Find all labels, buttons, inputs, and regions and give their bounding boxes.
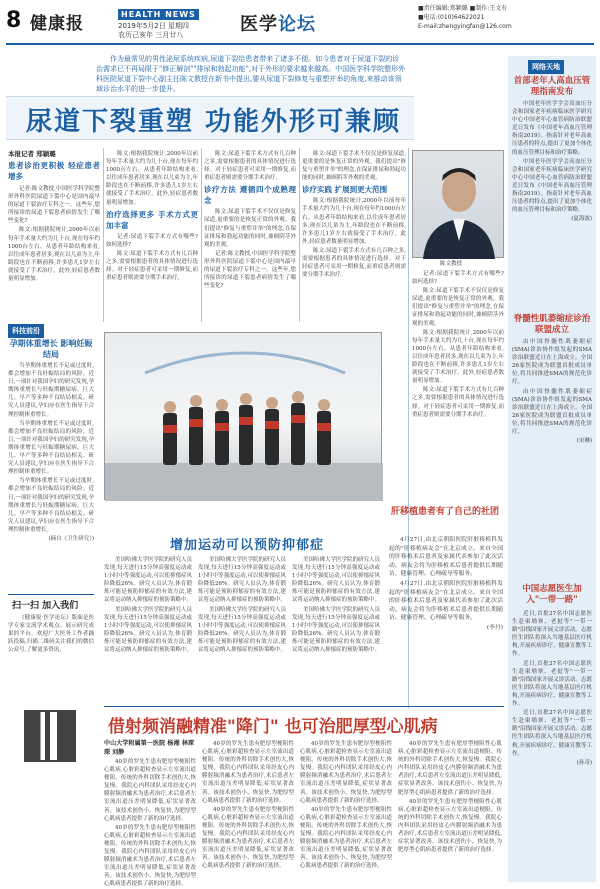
page-number: 8 [6,8,22,33]
sidebar-title: 孕期体重增长 影响妊娠结局 [9,339,93,359]
join-title: 扫一扫 加入我们 [12,601,79,611]
bottom-rule [104,706,504,707]
portrait-caption: 陈文教授 [440,261,463,267]
mid-article-col-2: 美国哈佛大学医学院的研究人员发现,每天进行15分钟高强度运动或1小时中等强度运动,可以使抑郁症风险降低26%。研究人员认为,体育锻炼可能是预防抑郁症的有效方法,建议将运动纳入抑郁症的预防策略中。 美国哈佛大学医学院的研究人员发现,每天进行15分钟高强度运动或1小时中等强度运动,可以使抑郁症风险降低26%。研究人员认为,体育锻炼可能是预防抑郁症的有效方法,建议将运动纳入抑郁症的预防策略中。 [198,557,287,654]
byline: 本报记者 郑颖璐 [8,150,56,158]
main-headline: 尿道下裂重塑 功能外形可兼顾 [26,107,402,137]
article-col-5: 记者:尿道下裂手术方式有哪些?如何选择? 陈文:尿道下裂手术不仅仅是修复尿道,更重要的是恢复正常的外观。我们提出"修复与重塑并举"的理念,在保证排尿和勃起功能的同时,兼顾阴茎外观的美观。 陈文:根据我院统计,2000年以前每年手术量大约为几十台,现在每年约1000台左右。从患者年龄结构来看,以往成年患者居多,现在以儿童为主,年龄段也在不断前移,许多患儿1岁左右就接受了手术治疗。此外,轻症患者数量明显增加。 陈文:尿道下裂手术方式有几百种之多,需要根据患者的具体情况进行选择。对于轻症患者可采用一期修复,而重症患者则需要分期手术治疗。 [412,271,504,418]
masthead [0,0,600,44]
bottom-article-col-3: 40岁的罗先生患有肥厚型梗阻性心肌病,心脏彩超检查显示左室流出道梗阻。传统的外科切除手术创伤大,恢复慢。我院心内科团队采用经皮心内膜射频消融术为患者治疗,术后患者左室流出道压差明显降低,症状显著改善。该技术创伤小、恢复快,为肥厚型心肌病患者提供了新的治疗选择。 40岁的罗先生患有肥厚型梗阻性心肌病,心脏彩超检查显示左室流出道梗阻。传统的外科切除手术创伤大,恢复慢。我院心内科团队采用经皮心内膜射频消融术为患者治疗,术后患者左室流出道压差明显降低,症状显著改善。该技术创伤小、恢复快,为肥厚型心肌病患者提供了新的治疗选择。 [300,741,392,870]
section-title: 医学论坛 [240,14,316,35]
article-col-2: 陈文:根据我院统计,2000年以前每年手术量大约为几十台,现在每年约1000台左右。从患者年龄结构来看,以往成年患者居多,现在以儿童为主,年龄段也在不断前移,许多患儿1岁左右就接受了手术治疗。此外,轻症患者数量明显增加。 治疗选择更多 手术方式更加丰富 记者:尿道下裂手术方式有哪些?如何选择? 陈文:尿道下裂手术方式有几百种之多,需要根据患者的具体情况进行选择。对于轻症患者可采用一期修复,而重症患者则需要分期手术治疗。 [106,151,198,282]
mid-article-col-3: 美国哈佛大学医学院的研究人员发现,每天进行15分钟高强度运动或1小时中等强度运动,可以使抑郁症风险降低26%。研究人员认为,体育锻炼可能是预防抑郁症的有效方法,建议将运动纳入抑郁症的预防策略中。 美国哈佛大学医学院的研究人员发现,每天进行15分钟高强度运动或1小时中等强度运动,可以使抑郁症风险降低26%。研究人员认为,体育锻炼可能是预防抑郁症的有效方法,建议将运动纳入抑郁症的预防策略中。 [292,557,381,654]
article-col-4: 陈文:尿道下裂手术不仅仅是修复尿道,更重要的是恢复正常的外观。我们提出"修复与重塑并举"的理念,在保证排尿和勃起功能的同时,兼顾阴茎外观的美观。 诊疗实践 扩展到更大范围 陈文:根据我院统计,2000年以前每年手术量大约为几十台,现在每年约1000台左右。从患者年龄结构来看,以往成年患者居多,现在以儿童为主,年龄段也在不断前移,许多患儿1岁左右就接受了手术治疗。此外,轻症患者数量明显增加。 陈文:尿道下裂手术方式有几百种之多,需要根据患者的具体情况进行选择。对于轻症患者可采用一期修复,而重症患者则需要分期手术治疗。 [302,151,406,279]
news-brief-title: 首部老年人高血压管理指南发布 [513,76,591,97]
qr-code[interactable] [24,710,76,762]
pull-quote-title: 肝移植患者有了自己的社团 [390,507,499,517]
mid-article-col-1: 美国哈佛大学医学院的研究人员发现,每天进行15分钟高强度运动或1小时中等强度运动,可以使抑郁症风险降低26%。研究人员认为,体育锻炼可能是预防抑郁症的有效方法,建议将运动纳入抑郁症的预防策略中。 美国哈佛大学医学院的研究人员发现,每天进行15分钟高强度运动或1小时中等强度运动,可以使抑郁症风险降低26%。研究人员认为,体育锻炼可能是预防抑郁症的有效方法,建议将运动纳入抑郁症的预防策略中。 [104,557,193,654]
subhead-3: 诊疗方法 遵循四个成熟理念 [204,185,296,206]
header-rule [6,43,594,45]
event-photo [104,332,382,500]
subhead-4: 诊疗实践 扩展到更大范围 [302,185,388,195]
subhead-2: 治疗选择更多 手术方式更加丰富 [106,209,198,230]
column-divider [103,148,104,322]
paper-name-en: HEALTH NEWS [118,9,199,20]
portrait-photo [412,150,504,258]
mid-headline: 增加运动可以预防抑郁症 [170,538,325,553]
paper-name: 健康报 [30,14,84,34]
bottom-article-col-1: 40岁的罗先生患有肥厚型梗阻性心肌病,心脏彩超检查显示左室流出道梗阻。传统的外科切除手术创伤大,恢复慢。我院心内科团队采用经皮心内膜射频消融术为患者治疗,术后患者左室流出道压差明显降低,症状显著改善。该技术创伤小、恢复快,为肥厚型心肌病患者提供了新的治疗选择。 40岁的罗先生患有肥厚型梗阻性心肌病,心脏彩超检查显示左室流出道梗阻。传统的外科切除手术创伤大,恢复慢。我院心内科团队采用经皮心内膜射频消融术为患者治疗,术后患者左室流出道压差明显降低,症状显著改善。该技术创伤小、恢复快,为肥厚型心肌病患者提供了新的治疗选择。 [104,759,196,888]
article-col-1: 患者诊治更积极 轻症患者增多 记者:陈文教授,中国医学科学院整形外科医院尿道下裂中心是国内最早的尿道下裂治疗专科之一。这些年,您所接诊的尿道下裂患者病情发生了哪些变化? 陈文:根据我院统计,2000年以前每年手术量大约为几十台,现在每年约1000台左右。从患者年龄结构来看,以往成年患者居多,现在以儿童为主,年龄段也在不断前移,许多患儿1岁左右就接受了手术治疗。此外,轻症患者数量明显增加。 [8,161,100,283]
news-brief-text: 由中国脊髓性肌萎缩症(SMA)诊治协作组发起的SMA诊治联盟近日在上海成立。全国26家医院成为联盟首批成员单位,将共同推进SMA的规范化诊疗。 由中国脊髓性肌萎缩症(SMA)诊治协作组发起的SMA诊治联盟近日在上海成立。全国26家医院成为联盟首批成员单位,将共同推进SMA的规范化诊疗。 (宋琳) [512,339,592,445]
bottom-byline: 中山大学附属第一医院 杨湘 林琛琛 刘静 [104,740,194,756]
issue-date: 2019年5月2日 星期四 农历己亥年 三月廿八 [118,22,189,39]
subhead-1: 患者诊治更积极 轻症患者增多 [8,161,100,181]
sidebar-text: 当孕期体重增长不足或过度时,都会增加不良妊娠结局的风险。近日,一项针对我国孕妇的研究发现,孕期体重增长与妊娠期糖尿病、巨大儿、早产等多种不良结局相关。研究人员建议,孕妇应在医生指导下合理控制体重增长。 当孕期体重增长不足或过度时,都会增加不良妊娠结局的风险。近日,一项针对我国孕妇的研究发现,孕期体重增长与妊娠期糖尿病、巨大儿、早产等多种不良结局相关。研究人员建议,孕妇应在医生指导下合理控制体重增长。 当孕期体重增长不足或过度时,都会增加不良妊娠结局的风险。近日,一项针对我国孕妇的研究发现,孕期体重增长与妊娠期糖尿病、巨大儿、早产等多种不良结局相关。研究人员建议,孕妇应在医生指导下合理控制体重增长。 (摘自《卫生研究》) [8,363,94,542]
news-brief-title: 中国志愿医生加入"一带一路" [522,584,582,605]
bottom-headline: 借射频消融精准"降门" 也可治肥厚型心肌病 [108,717,438,737]
column-divider [201,148,202,322]
lead-paragraph: 作为最常见的男性泌尿系统疾病,尿道下裂给患者带来了诸多不便。如今患者对于尿道下裂的诊治需求已不再局限于"修正解剖""排尿和勃起功能",对于外形的要求越来越高。中国医学科学院整形外科医院尿道下裂中心副主任陈文教授在新书中提出,要从尿道下裂修复与重塑并举的角度,来推动该领域诊治水平的进一步提升。 [96,55,406,93]
news-brief-text: 近日,首批27名中国志愿医生赴柬埔寨、老挝等"一带一路"沿线国家开展义诊活动。志愿医生团队将深入当地基层医疗机构,开展疾病诊疗、健康宣教等工作。 近日,首批27名中国志愿医生赴柬埔寨、老挝等"一带一路"沿线国家开展义诊活动。志愿医生团队将深入当地基层医疗机构,开展疾病诊疗、健康宣教等工作。 近日,首批27名中国志愿医生赴柬埔寨、老挝等"一带一路"沿线国家开展义诊活动。志愿医生团队将深入当地基层医疗机构,开展疾病诊疗、健康宣教等工作。 (孙奇) [512,611,592,766]
bottom-article-col-2: 40岁的罗先生患有肥厚型梗阻性心肌病,心脏彩超检查显示左室流出道梗阻。传统的外科切除手术创伤大,恢复慢。我院心内科团队采用经皮心内膜射频消融术为患者治疗,术后患者左室流出道压差明显降低,症状显著改善。该技术创伤小、恢复快,为肥厚型心肌病患者提供了新的治疗选择。 40岁的罗先生患有肥厚型梗阻性心肌病,心脏彩超检查显示左室流出道梗阻。传统的外科切除手术创伤大,恢复慢。我院心内科团队采用经皮心内膜射频消融术为患者治疗,术后患者左室流出道压差明显降低,症状显著改善。该技术创伤小、恢复快,为肥厚型心肌病患者提供了新的治疗选择。 [202,741,294,870]
section-rule [8,594,94,595]
right-sidebar-tag: 网络天地 [528,60,564,74]
column-divider [299,148,300,322]
join-text: 《健康报·医学论坛》版面是医学专家交流学术观点、展示研究成果的平台。欢迎广大医务工作者踊跃投稿,扫描二维码关注我们的微信公众号,了解更多资讯。 [8,615,94,654]
sidebar-tag: 科技前沿 [8,324,44,338]
news-brief-title: 脊髓性肌萎缩症诊治联盟成立 [513,314,591,335]
event-photo-icon [105,333,383,501]
portrait-icon [413,151,505,259]
article-col-3: 陈文:尿道下裂手术方式有几百种之多,需要根据患者的具体情况进行选择。对于轻症患者可采用一期修复,而重症患者则需要分期手术治疗。 诊疗方法 遵循四个成熟理念 陈文:尿道下裂手术不仅仅是修复尿道,更重要的是恢复正常的外观。我们提出"修复与重塑并举"的理念,在保证排尿和勃起功能的同时,兼顾阴茎外观的美观。 记者:陈文教授,中国医学科学院整形外科医院尿道下裂中心是国内最早的尿道下裂治疗专科之一。这些年,您所接诊的尿道下裂患者病情发生了哪些变化? [204,151,296,290]
bottom-article-col-4: 40岁的罗先生患有肥厚型梗阻性心肌病,心脏彩超检查显示左室流出道梗阻。传统的外科切除手术创伤大,恢复慢。我院心内科团队采用经皮心内膜射频消融术为患者治疗,术后患者左室流出道压差明显降低,症状显著改善。该技术创伤小、恢复快,为肥厚型心肌病患者提供了新的治疗选择。 40岁的罗先生患有肥厚型梗阻性心肌病,心脏彩超检查显示左室流出道梗阻。传统的外科切除手术创伤大,恢复慢。我院心内科团队采用经皮心内膜射频消融术为患者治疗,术后患者左室流出道压差明显降低,症状显著改善。该技术创伤小、恢复快,为肥厚型心肌病患者提供了新的治疗选择。 [398,741,502,854]
editor-contact: ■责任编辑:郑颖璐 ■制作:王文有 ■电话:(010)64622021 E-mail:zhengyingfan@126.com [418,5,512,30]
news-brief-text: 中国老年医学学会高血压分会和国家老年疾病临床医学研究中心中国老年心血管病防治联盟近日发布《中国老年高血压管理指南2019》。指南针对老年高血压患者的特点,提出了更加个体化的血压管理目标和治疗策略。 中国老年医学学会高血压分会和国家老年疾病临床医学研究中心中国老年心血管病防治联盟近日发布《中国老年高血压管理指南2019》。指南针对老年高血压患者的特点,提出了更加个体化的血压管理目标和治疗策略。 (夏海波) [512,101,592,223]
pull-quote-text: 4月27日,由北京朝阳医院肝脏移植科发起的"肝移植病友会"在北京成立。来自全国的肝移植术后患者及家属代表参加了此次活动。病友会将为肝移植术后患者提供长期随访、健康管理、心理疏导等服务。 4月27日,由北京朝阳医院肝脏移植科发起的"肝移植病友会"在北京成立。来自全国的肝移植术后患者及家属代表参加了此次活动。病友会将为肝移植术后患者提供长期随访、健康管理、心理疏导等服务。 (李丹) [389,537,503,631]
